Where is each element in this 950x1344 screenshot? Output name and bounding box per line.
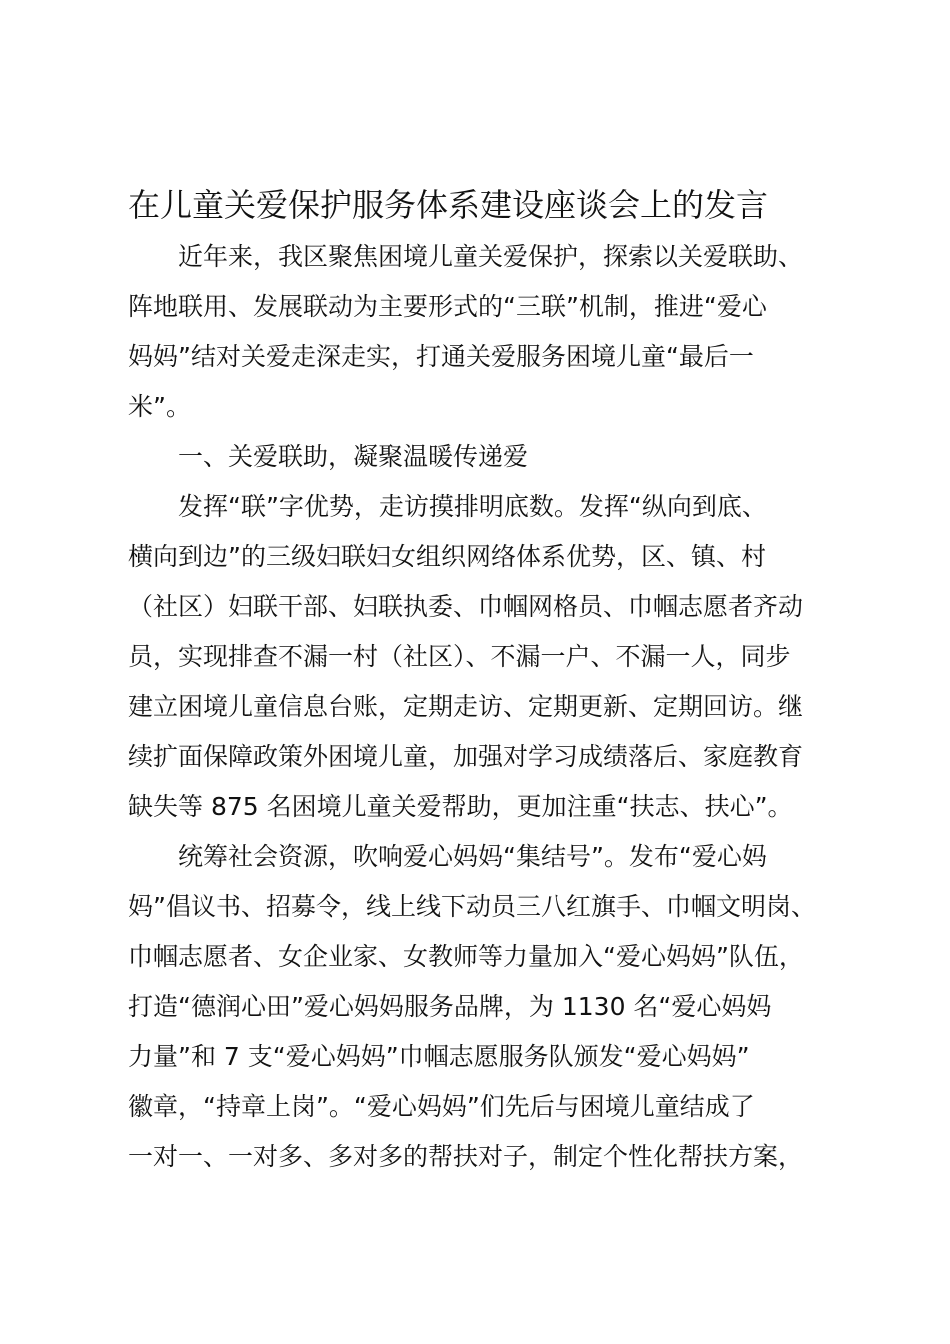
paragraph-line: 统筹社会资源，吹响爱心妈妈“集结号”。发布“爱心妈 (178, 842, 767, 871)
paragraph-line: 员，实现排查不漏一村（社区）、不漏一户、不漏一人，同步 (128, 642, 791, 671)
section-heading: 一、关爱联助，凝聚温暖传递爱 (178, 442, 529, 471)
paragraph-line: 建立困境儿童信息台账，定期走访、定期更新、定期回访。继 (128, 692, 804, 721)
paragraph-line: 近年来，我区聚焦困境儿童关爱保护，探索以关爱联助、 (178, 242, 804, 271)
paragraph-line: 续扩面保障政策外困境儿童，加强对学习成绩落后、家庭教育 (128, 742, 804, 771)
paragraph-line: （社区）妇联干部、妇联执委、巾帼网格员、巾帼志愿者齐动 (128, 592, 804, 621)
paragraph-line: 米”。 (128, 392, 191, 421)
document-title: 在儿童关爱保护服务体系建设座谈会上的发言 (128, 186, 769, 224)
paragraph-line: 打造“德润心田”爱心妈妈服务品牌，为 1130 名“爱心妈妈 (128, 992, 772, 1021)
paragraph-line: 发挥“联”字优势，走访摸排明底数。发挥“纵向到底、 (178, 492, 767, 521)
paragraph-line: 妈”倡议书、招募令，线上线下动员三八红旗手、巾帼文明岗、 (128, 892, 816, 921)
paragraph-line: 一对一、一对多、多对多的帮扶对子，制定个性化帮扶方案， (128, 1142, 804, 1171)
paragraph-line: 妈妈”结对关爱走深走实，打通关爱服务困境儿童“最后一 (128, 342, 754, 371)
paragraph-line: 横向到边”的三级妇联妇女组织网络体系优势，区、镇、村 (128, 542, 766, 571)
paragraph-line: 阵地联用、发展联动为主要形式的“三联”机制，推进“爱心 (128, 292, 767, 321)
paragraph-line: 力量”和 7 支“爱心妈妈”巾帼志愿服务队颁发“爱心妈妈” (128, 1042, 750, 1071)
paragraph-line: 徽章，“持章上岗”。“爱心妈妈”们先后与困境儿童结成了 (128, 1092, 755, 1121)
paragraph-line: 缺失等 875 名困境儿童关爱帮助，更加注重“扶志、扶心”。 (128, 792, 793, 821)
paragraph-line: 巾帼志愿者、女企业家、女教师等力量加入“爱心妈妈”队伍， (128, 942, 804, 971)
